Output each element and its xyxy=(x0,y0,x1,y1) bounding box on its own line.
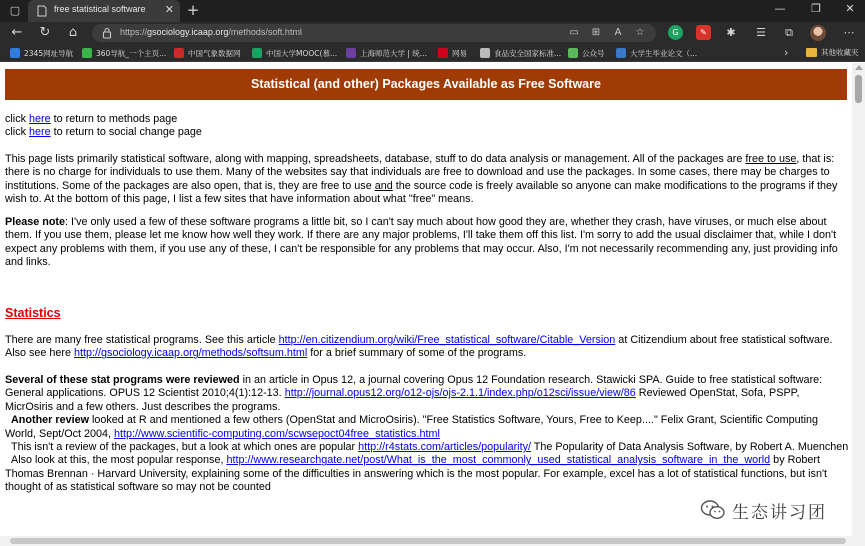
tab-strip xyxy=(0,0,865,22)
watermark-text: 生态讲习团 xyxy=(732,502,827,523)
bookmark-favicon-icon xyxy=(174,48,184,58)
bookmark-item[interactable]: 上海师范大学 | 统... xyxy=(346,47,427,59)
bookmark-favicon-icon xyxy=(438,48,448,58)
softsum-link[interactable]: http://gsociology.icaap.org/methods/softsum.html xyxy=(74,347,308,360)
tab-actions-icon[interactable]: ▢ xyxy=(9,4,21,17)
page-banner: Statistical (and other) Packages Available as Free Software xyxy=(5,69,847,100)
other-bookmarks-folder[interactable]: 其他收藏夹 xyxy=(806,47,859,58)
bookmark-favicon-icon xyxy=(82,48,92,58)
bookmarks-bar xyxy=(0,44,865,62)
toolbar xyxy=(0,22,865,44)
bookmark-item[interactable]: 公众号 xyxy=(568,47,605,59)
folder-icon xyxy=(806,48,817,57)
methods-page-link[interactable]: here xyxy=(29,113,51,125)
vertical-scrollbar[interactable] xyxy=(852,63,865,536)
screen-cast-icon[interactable]: ▭ xyxy=(569,27,579,38)
horizontal-scrollbar[interactable] xyxy=(0,536,865,546)
bookmark-item[interactable]: 2345网址导航 xyxy=(10,47,73,59)
minimize-icon[interactable]: — xyxy=(774,2,786,15)
collections-icon[interactable]: ⧉ xyxy=(785,26,793,39)
bookmark-item[interactable]: 中国气象数据网 xyxy=(174,47,241,59)
social-change-page-link[interactable]: here xyxy=(29,126,51,139)
r4stats-link[interactable]: http://r4stats.com/articles/popularity/ xyxy=(358,441,531,454)
nav-links xyxy=(5,113,850,140)
bookmark-item[interactable]: 食品安全国家标准... xyxy=(480,47,561,59)
wechat-logo-icon xyxy=(700,499,726,521)
page-viewport xyxy=(0,63,852,536)
lock-icon xyxy=(100,26,114,40)
extensions-puzzle-icon[interactable]: ✱ xyxy=(726,26,736,39)
profile-avatar[interactable] xyxy=(810,25,826,41)
scrollbar-thumb[interactable] xyxy=(10,538,846,544)
bookmark-favicon-icon xyxy=(10,48,20,58)
home-icon[interactable]: ⌂ xyxy=(68,25,78,40)
favorites-icon[interactable]: ☰ xyxy=(756,26,766,39)
favorite-star-icon[interactable]: ☆ xyxy=(635,27,645,38)
chevron-right-icon[interactable]: › xyxy=(784,46,789,59)
browser-tab[interactable] xyxy=(28,0,180,22)
bookmark-favicon-icon xyxy=(346,48,356,58)
statistics-heading[interactable]: Statistics xyxy=(5,306,61,320)
opus12-link[interactable]: http://journal.opus12.org/o12-ojs/ojs-2.1.1/index.php/o12sci/issue/view/86 xyxy=(284,387,636,400)
nav-line-methods: click here to return to methods page xyxy=(5,113,178,125)
apps-grid-icon[interactable]: ⊞ xyxy=(591,27,601,38)
page-icon xyxy=(36,5,48,17)
bookmark-item[interactable]: 360导航_一个主页... xyxy=(82,47,166,59)
close-tab-icon[interactable]: ✕ xyxy=(164,3,174,16)
tab-title: free statistical software xyxy=(54,4,146,14)
new-tab-button[interactable]: + xyxy=(186,1,200,19)
refresh-icon[interactable]: ↻ xyxy=(39,25,51,40)
restore-icon[interactable]: ❐ xyxy=(811,2,821,15)
intro-paragraph: This page lists primarily statistical software, along with mapping, spreadsheets, database, stuff to do data analysis or management. All of the packages are free to use, that is: there is no charge for individuals to use them. Many of the websites say that individuals are free to download and use the packages. In some cases, there may be charges to institutions. Some of the packages are also open, that is, they are free to use and the source code is freely available so anyone can make modifications to the programs if they wish to. At the bottom of this page, I list a few sites that have information about what "free" means. xyxy=(5,153,838,206)
citizendium-link[interactable]: http://en.citizendium.org/wiki/Free_statistical_software/Citable_Version xyxy=(278,334,616,346)
note-paragraph: Please note: I've only used a few of these software programs a little bit, so I can't say much about how good they are, whether they crash, have viruses, or much else about them. If you use them, please let me know how well they work. If there are any major problems, I'll take them off this list. I'm sorry to add the usual disclaimer that, while I don't expect any problems with them, if you use any of these, I can't be responsible for any problems that may occur. Also, I'm not necessarily recommending any, just providing info and links. xyxy=(5,216,838,269)
statistics-intro-paragraph: There are many free statistical programs. See this article http://en.citizendium.org/wiki/Free_statistical_software/Citable_Version at Citizendium about free statistical software. Also see here http://gsociology.icaap.org/methods/softsum.html for a brief summary of some of the programs. xyxy=(5,334,833,360)
bookmark-item[interactable]: 网易 xyxy=(438,47,467,59)
bookmark-item[interactable]: 中国大学MOOC(慕... xyxy=(252,47,337,59)
bookmark-item[interactable]: 大学生毕业论文（... xyxy=(616,47,697,59)
scroll-up-icon[interactable] xyxy=(855,65,863,70)
scientific-computing-link[interactable]: http://www.scientific-computing.com/scwsepoct04free_statistics.html xyxy=(114,427,440,440)
extension-grammarly-icon[interactable]: G xyxy=(668,25,683,40)
close-window-icon[interactable]: ✕ xyxy=(845,2,855,15)
nav-line-social-change: click here to return to social change page xyxy=(5,126,202,139)
address-bar[interactable] xyxy=(92,24,656,42)
bookmark-favicon-icon xyxy=(480,48,490,58)
extension-red-icon[interactable]: ✎ xyxy=(696,25,711,40)
read-aloud-icon[interactable]: A xyxy=(614,27,622,38)
bookmark-favicon-icon xyxy=(568,48,578,58)
scrollbar-thumb[interactable] xyxy=(855,75,862,103)
back-icon[interactable]: ← xyxy=(11,25,23,40)
reviews-paragraph: Several of these stat programs were reviewed in an article in Opus 12, a journal covering Opus 12 Foundation research. Stawicki SPA. Guide to free statistical software: General applications. OPUS 12 Scientist 2010;4(1):12-13. http://journal.opus12.org/o12-ojs/ojs-2.1.1/index.php/o12sci/issue/view/86 Reviewed OpenStat, Sofa, PSPP, MicrOsiris and a few others. Just describes the programs. Another review looked at R and mentioned a few others (OpenStat and MicroOsiris). "Free Statistics Software, Yours, Free to Keep...." Felix Grant, Scientific Computing World, Sept/Oct 2004, http://www.scientific-computing.com/scwsepoct04free_statistics.html This isn't a review of the packages, but a look at which ones are popular http://r4stats.com/articles/popularity/ The Popularity of Data Analysis Software, by Robert A. Muenchen Also look at this, the most popular response, http://www.researchgate.net/post/What_is_the_most_commonly_used_statistical_analysis_software_in_the_world by Robert Thomas Brennan · Harvard University, explaining some of the difficulties in answering which is the most popular. For example, excel has a lot of statistical functions, but isn't thought of as statistical software so may not be counted xyxy=(5,374,849,494)
watermark xyxy=(700,497,827,523)
url-text: https://gsociology.icaap.org/methods/soft.html xyxy=(120,27,302,37)
bookmark-favicon-icon xyxy=(252,48,262,58)
bookmark-favicon-icon xyxy=(616,48,626,58)
more-menu-icon[interactable]: ⋯ xyxy=(843,26,855,39)
researchgate-link[interactable]: http://www.researchgate.net/post/What_is_the_most_commonly_used_statistical_analysis_software_in_the_world xyxy=(226,454,771,467)
